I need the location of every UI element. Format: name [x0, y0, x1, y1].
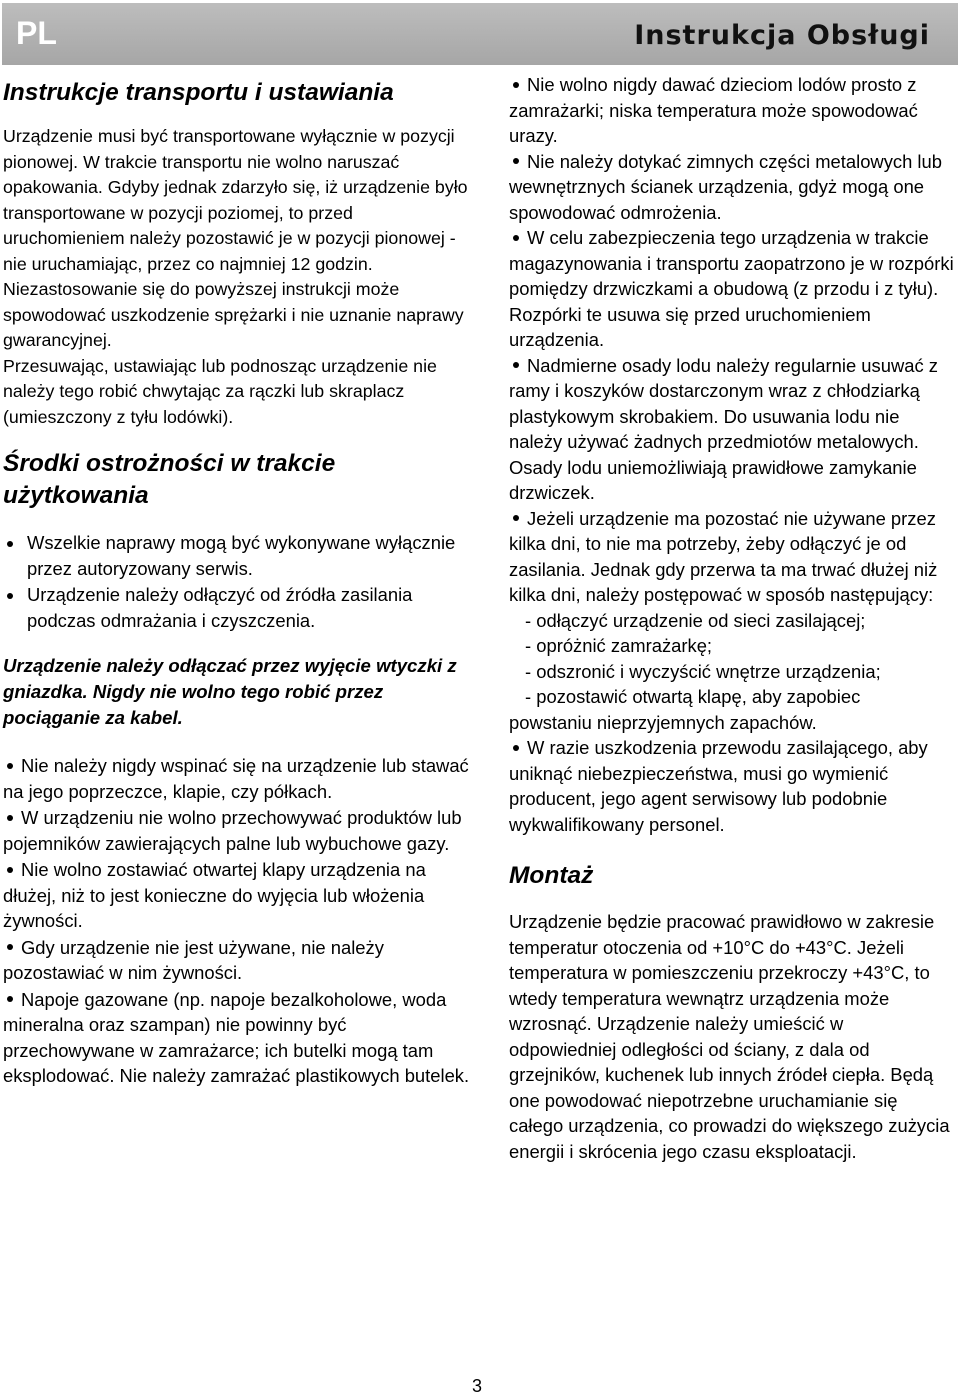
left-column: [3, 72, 473, 1090]
page-header: [2, 3, 958, 65]
list-item: [509, 506, 954, 608]
section-heading-installation: Montaż: [509, 862, 594, 889]
sub-step: - pozostawić otwartą klapę, aby zapobiec: [525, 686, 861, 707]
list-item-text: W urządzeniu nie wolno przechowywać produktów lub pojemników zawierających palne lub wybuchowe gazy.: [3, 807, 462, 854]
right-column: [509, 72, 954, 1164]
list-item-text: Nadmierne osady lodu należy regularnie usuwać z ramy i koszyków dostarczonym wraz z chłodziarką plastykowym skrobakiem. Do usuwania lodu nie należy używać żadnych przedmiotów metalowych. Osady lodu uniemożliwiają prawidłowe zamykanie drzwiczek.: [509, 354, 938, 503]
list-item: [3, 753, 473, 804]
list-item-text: Nie wolno zostawiać otwartej klapy urządzenia na dłużej, niż to jest konieczne do wyjęcia lub włożenia żywności.: [3, 859, 426, 931]
list-item: [509, 149, 954, 226]
list-item-text: W celu zabezpieczenia tego urządzenia w trakcie magazynowania i transportu zaopatrzono je w rozpórki pomiędzy drzwiczkami a obudową (z przodu i z tyłu). Rozpórki te usuwa się przed uruchomieniem urządzenia.: [509, 227, 954, 350]
bullet-icon: [513, 82, 519, 88]
list-item-text: Gdy urządzenie nie jest używane, nie należy pozostawiać w nim żywności.: [3, 936, 384, 983]
list-item-text: W razie uszkodzenia przewodu zasilającego, aby uniknąć niebezpieczeństwa, musi go wymienić producent, jego agent serwisowy lub podobnie wykwalifikowany personel.: [509, 737, 928, 835]
unplug-warning: Urządzenie należy odłączać przez wyjęcie wtyczki z gniazdka. Nigdy nie wolno tego robić przez pociąganie za kabel.: [3, 655, 457, 728]
page-number: 3: [472, 1376, 483, 1396]
bullet-icon: [7, 593, 13, 599]
list-item: [3, 582, 473, 633]
bullet-icon: [7, 763, 13, 769]
paragraph-warranty: Niezastosowanie się do powyższej instrukcji może spowodować uszkodzenie sprężarki i nie uznanie naprawy gwarancyjnej.: [3, 279, 464, 350]
list-item: [3, 987, 473, 1089]
bullet-icon: [7, 867, 13, 873]
paragraph-handling: Przesuwając, ustawiając lub podnosząc urządzenie nie należy tego robić chwytając za rączki lub skraplacz (umieszczony z tyłu lodówki).: [3, 355, 437, 427]
list-item: [3, 857, 473, 934]
list-item: [509, 735, 954, 837]
list-item-text: Jeżeli urządzenie ma pozostać nie używane przez kilka dni, to nie ma potrzeby, żeby odłączyć je od zasilania. Jednak gdy przerwa ta ma trwać dłużej niż kilka dni, należy postępować w sposób następujący:: [509, 507, 938, 605]
paragraph-transport: Urządzenie musi być transportowane wyłącznie w pozycji pionowej. W trakcie transportu nie wolno naruszać opakowania. Gdyby jednak zdarzyło się, iż urządzenie było transportowane w pozycji poziomej, to przed uruchomieniem należy pozostawić je w pozycji pionowej - nie uruchamiając, przez co najmniej 12 godzin.: [3, 126, 468, 274]
bullet-icon: [7, 815, 13, 821]
sub-step: - odłączyć urządzenie od sieci zasilającej;: [525, 609, 866, 631]
list-item-text: Napoje gazowane (np. napoje bezalkoholowe, woda mineralna oraz szampan) nie powinny być przechowywane w zamrażarce; ich butelki mogą tam eksplodować. Nie należy zamrażać plastikowych butelek.: [3, 988, 470, 1086]
bullet-icon: [7, 541, 13, 547]
bullet-icon: [7, 996, 13, 1002]
bullet-icon: [7, 944, 13, 950]
list-item-text: Nie należy nigdy wspinać się na urządzenie lub stawać na jego poprzeczce, klapie, czy półkach.: [3, 755, 469, 802]
list-item-text: Nie należy dotykać zimnych części metalowych lub wewnętrznych ścianek urządzenia, gdyż mogą one spowodować odmrożenia.: [509, 150, 942, 223]
safety-list: [3, 753, 473, 1089]
section-heading-precautions: Środki ostrożności w trakcie użytkowania: [3, 450, 336, 509]
manual-title: Instrukcja Obsługi: [634, 20, 930, 51]
list-item: [3, 805, 473, 856]
list-item: [3, 530, 473, 581]
bullet-icon: [513, 158, 519, 164]
bullet-icon: [513, 362, 519, 368]
list-item: [3, 935, 473, 986]
paragraph-installation: Urządzenie będzie pracować prawidłowo w zakresie temperatur otoczenia od +10°C do +43°C. Jeżeli temperatura w pomieszczeniu przekroczy +43°C, to wtedy temperatura wewnątrz urządzenia może wzrosnąć. Urządzenie należy umieścić w odpowiedniej odległości od ściany, z dala od grzejników, kuchenek lub innych źródeł ciepła. Będą one powodować niepotrzebne uruchamianie się całego urządzenia, co prowadzi do większego zużycia energii i skrócenia jego czasu eksploatacji.: [509, 911, 950, 1162]
precautions-list: [3, 530, 473, 633]
sub-step: - odszronić i wyczyścić wnętrze urządzenia;: [525, 660, 881, 682]
list-item: [509, 353, 954, 506]
list-item-text: Wszelkie naprawy mogą być wykonywane wyłącznie przez autoryzowany serwis.: [27, 532, 456, 579]
language-code: PL: [16, 15, 57, 51]
list-item: [509, 225, 954, 353]
sub-step: - opróżnić zamrażarkę;: [525, 635, 713, 656]
list-item: [509, 72, 954, 149]
bullet-icon: [513, 745, 519, 751]
list-item-text: Nie wolno nigdy dawać dzieciom lodów prosto z zamrażarki; niska temperatura może spowodować urazy.: [509, 74, 918, 146]
bullet-icon: [513, 515, 519, 521]
bullet-icon: [513, 235, 519, 241]
sub-step-continuation: powstaniu nieprzyjemnych zapachów.: [509, 711, 817, 733]
list-item-text: Urządzenie należy odłączyć od źródła zasilania podczas odmrażania i czyszczenia.: [27, 584, 413, 631]
section-heading-transport: Instrukcje transportu i ustawiania: [3, 79, 394, 106]
